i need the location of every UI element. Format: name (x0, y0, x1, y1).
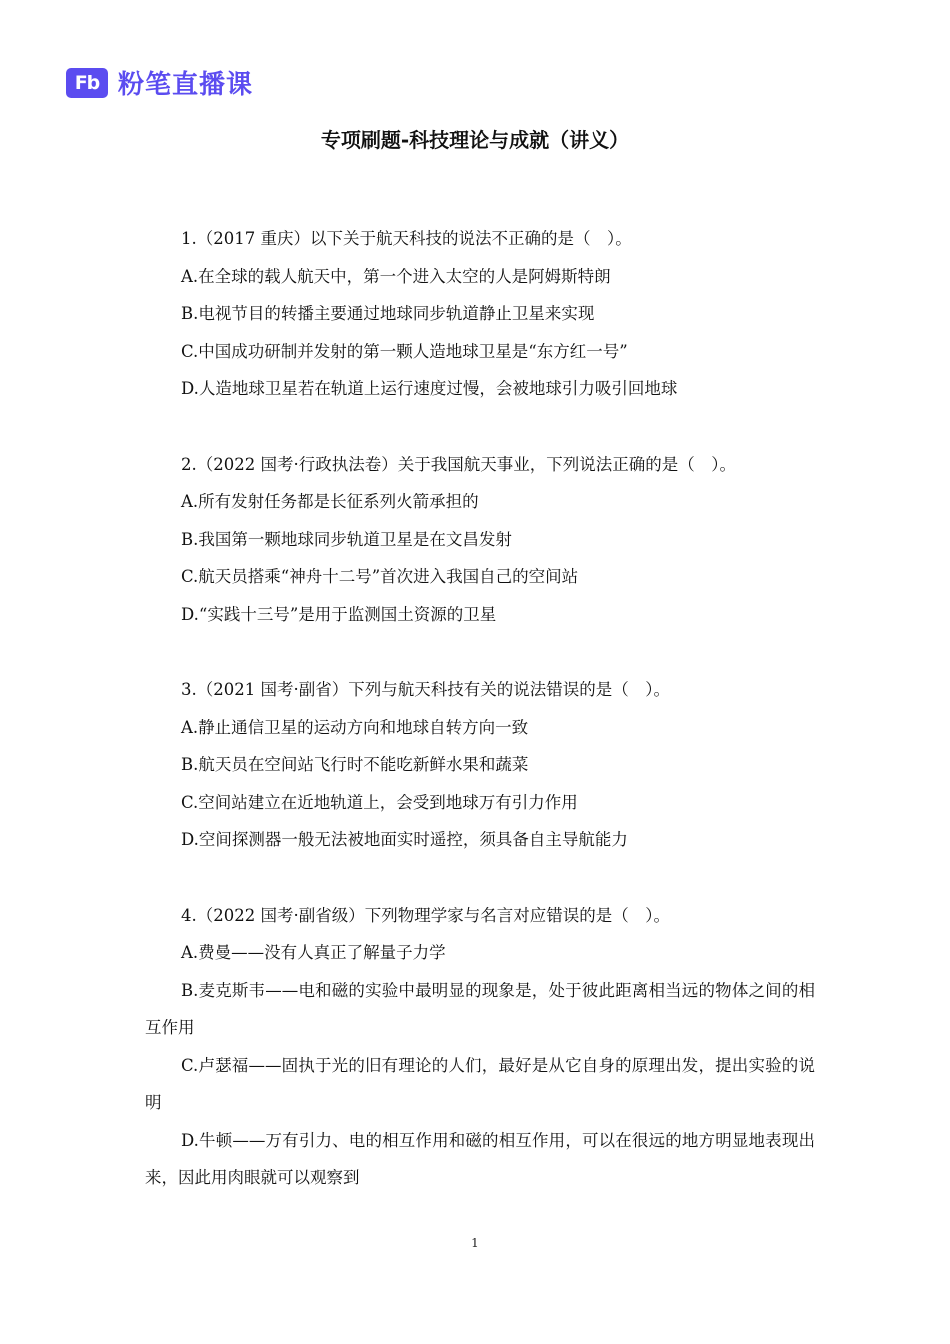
brand-logo (66, 64, 253, 101)
option-d: D.空间探测器一般无法被地面实时遥控，须具备自主导航能力 (181, 830, 628, 849)
question-list (145, 220, 815, 1235)
option-c: C.中国成功研制并发射的第一颗人造地球卫星是“东方红一号” (181, 341, 628, 361)
option-a: A.在全球的载人航天中，第一个进入太空的人是阿姆斯特朗 (181, 266, 611, 286)
option-a: A.费曼——没有人真正了解量子力学 (181, 943, 446, 962)
option-b: B.航天员在空间站飞行时不能吃新鲜水果和蔬菜 (181, 755, 529, 774)
question-stem: 4.（2022 国考·副省级）下列物理学家与名言对应错误的是（ ）。 (181, 905, 670, 925)
option-a: A.所有发射任务都是长征系列火箭承担的 (181, 492, 479, 511)
option-b: B.电视节目的转播主要通过地球同步轨道静止卫星来实现 (181, 304, 595, 323)
page-number: 1 (471, 1236, 479, 1250)
logo-mark-icon: Fb (66, 68, 108, 98)
question-stem: 3.（2021 国考·副省）下列与航天科技有关的说法错误的是（ ）。 (181, 680, 670, 699)
option-c: C.航天员搭乘“神舟十二号”首次进入我国自己的空间站 (181, 567, 579, 586)
question-1 (145, 220, 815, 408)
question-4 (145, 897, 815, 1197)
logo-text: 粉笔直播课 (118, 70, 254, 100)
question-2 (145, 446, 815, 634)
option-d: D.“实践十三号”是用于监测国土资源的卫星 (181, 604, 497, 624)
option-d: D.人造地球卫星若在轨道上运行速度过慢，会被地球引力吸引回地球 (181, 379, 678, 398)
option-d: D.牛顿——万有引力、电的相互作用和磁的相互作用，可以在很远的地方明显地表现出来，因此用肉眼就可以观察到 (145, 1130, 815, 1187)
question-3 (145, 671, 815, 859)
option-b: B.麦克斯韦——电和磁的实验中最明显的现象是，处于彼此距离相当远的物体之间的相互作用 (145, 980, 815, 1037)
option-c: C.卢瑟福——固执于光的旧有理论的人们，最好是从它自身的原理出发，提出实验的说明 (145, 1055, 815, 1112)
option-b: B.我国第一颗地球同步轨道卫星是在文昌发射 (181, 529, 512, 549)
option-a: A.静止通信卫星的运动方向和地球自转方向一致 (181, 717, 529, 737)
option-c: C.空间站建立在近地轨道上，会受到地球万有引力作用 (181, 792, 578, 812)
question-stem: 1.（2017 重庆）以下关于航天科技的说法不正确的是（ ）。 (181, 229, 632, 248)
question-stem: 2.（2022 国考·行政执法卷）关于我国航天事业，下列说法正确的是（ ）。 (181, 454, 736, 474)
document-title: 专项刷题-科技理论与成就（讲义） (320, 128, 630, 152)
